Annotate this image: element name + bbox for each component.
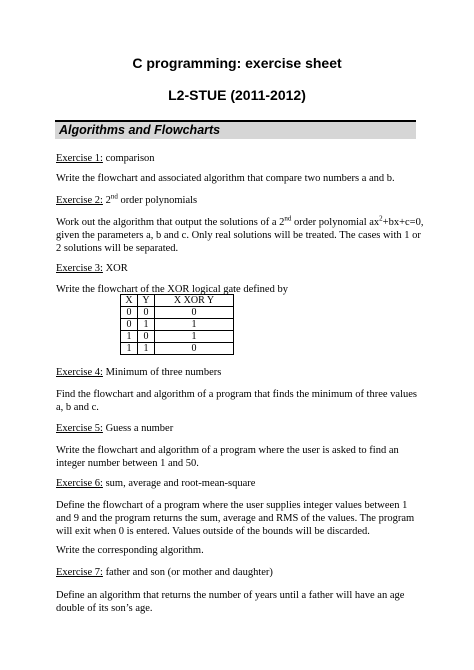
table-row	[121, 343, 234, 355]
exercise-2-topic-post: order polynomials	[117, 195, 198, 206]
exercise-5-text: Write the flowchart and algorithm of a program where the user is asked to find an integer number between 1 and 50.	[56, 445, 399, 469]
exercise-2-text	[56, 216, 424, 255]
xor-table-header-row	[121, 295, 234, 307]
page-title: C programming: exercise sheet	[132, 55, 342, 71]
exercise-3-text: Write the flowchart of the XOR logical gate defined by	[56, 284, 288, 295]
exercise-6-text: Define the flowchart of a program where the user supplies integer values between 1 and 9 and the program returns the sum, average and RMS of the values. The program will exit when 0 is entered. Values outside of the bounds will be discarded.	[56, 500, 415, 537]
section-title: Algorithms and Flowcharts	[59, 123, 221, 137]
exercise-2-topic-pre: 2	[102, 195, 111, 206]
xor-truth-table	[120, 294, 234, 355]
exercise-3-label: Exercise 3:	[56, 263, 103, 274]
exercise-2-topic-sup: nd	[110, 192, 118, 201]
table-cell: 0	[138, 331, 155, 343]
exercise-5-heading	[56, 422, 422, 435]
table-row	[121, 307, 234, 319]
table-cell: 1	[138, 343, 155, 355]
table-cell: 0	[155, 343, 234, 355]
exercise-2-text-a: Work out the algorithm that output the solutions of a 2	[56, 217, 285, 228]
exercise-1-topic: comparison	[102, 153, 155, 164]
table-cell: 1	[121, 331, 138, 343]
exercise-6-topic: sum, average and root-mean-square	[102, 478, 256, 489]
table-row	[121, 331, 234, 343]
exercise-4-heading	[56, 366, 422, 379]
exercise-3-topic: XOR	[102, 263, 128, 274]
exercise-7-topic: father and son (or mother and daughter)	[102, 567, 273, 578]
exercise-7-heading	[56, 566, 422, 579]
section-header-bar	[55, 120, 416, 139]
exercise-7-label: Exercise 7:	[56, 567, 103, 578]
page-subtitle: L2-STUE (2011-2012)	[168, 87, 306, 103]
exercise-6-label: Exercise 6:	[56, 478, 103, 489]
exercise-7-text: Define an algorithm that returns the number of years until a father will have an age double of its son’s age.	[56, 590, 405, 614]
table-cell: 1	[121, 343, 138, 355]
exercise-2-text-b: order polynomial ax	[291, 217, 380, 228]
exercise-2-heading	[56, 194, 422, 207]
exercise-4-topic: Minimum of three numbers	[102, 367, 222, 378]
table-row	[121, 319, 234, 331]
xor-header-xor: X XOR Y	[155, 295, 234, 307]
table-cell: 0	[121, 307, 138, 319]
exercise-6-heading	[56, 477, 422, 490]
table-cell: 0	[138, 307, 155, 319]
exercise-5-label: Exercise 5:	[56, 423, 103, 434]
exercise-2-text-sup2: 2	[379, 214, 383, 223]
exercise-5-topic: Guess a number	[102, 423, 174, 434]
exercise-3-heading	[56, 262, 422, 275]
exercise-2-text-c: +bx+c=0, given the parameters a, b and c. Only real solutions will be treated. The cases with 1 or 2 solutions will be separated.	[56, 217, 424, 254]
exercise-4-text: Find the flowchart and algorithm of a program that finds the minimum of three values a, b and c.	[56, 389, 417, 413]
table-cell: 0	[155, 307, 234, 319]
table-cell: 1	[155, 331, 234, 343]
exercise-1-heading	[56, 152, 422, 165]
exercise-1-label: Exercise 1:	[56, 153, 103, 164]
exercise-6-text-2: Write the corresponding algorithm.	[56, 545, 204, 556]
exercise-1-text: Write the flowchart and associated algorithm that compare two numbers a and b.	[56, 173, 395, 184]
exercise-2-label: Exercise 2:	[56, 195, 103, 206]
xor-header-x: X	[121, 295, 138, 307]
exercise-2-text-sup1: nd	[284, 214, 292, 223]
table-cell: 0	[121, 319, 138, 331]
exercise-4-label: Exercise 4:	[56, 367, 103, 378]
table-cell: 1	[155, 319, 234, 331]
xor-header-y: Y	[138, 295, 155, 307]
table-cell: 1	[138, 319, 155, 331]
